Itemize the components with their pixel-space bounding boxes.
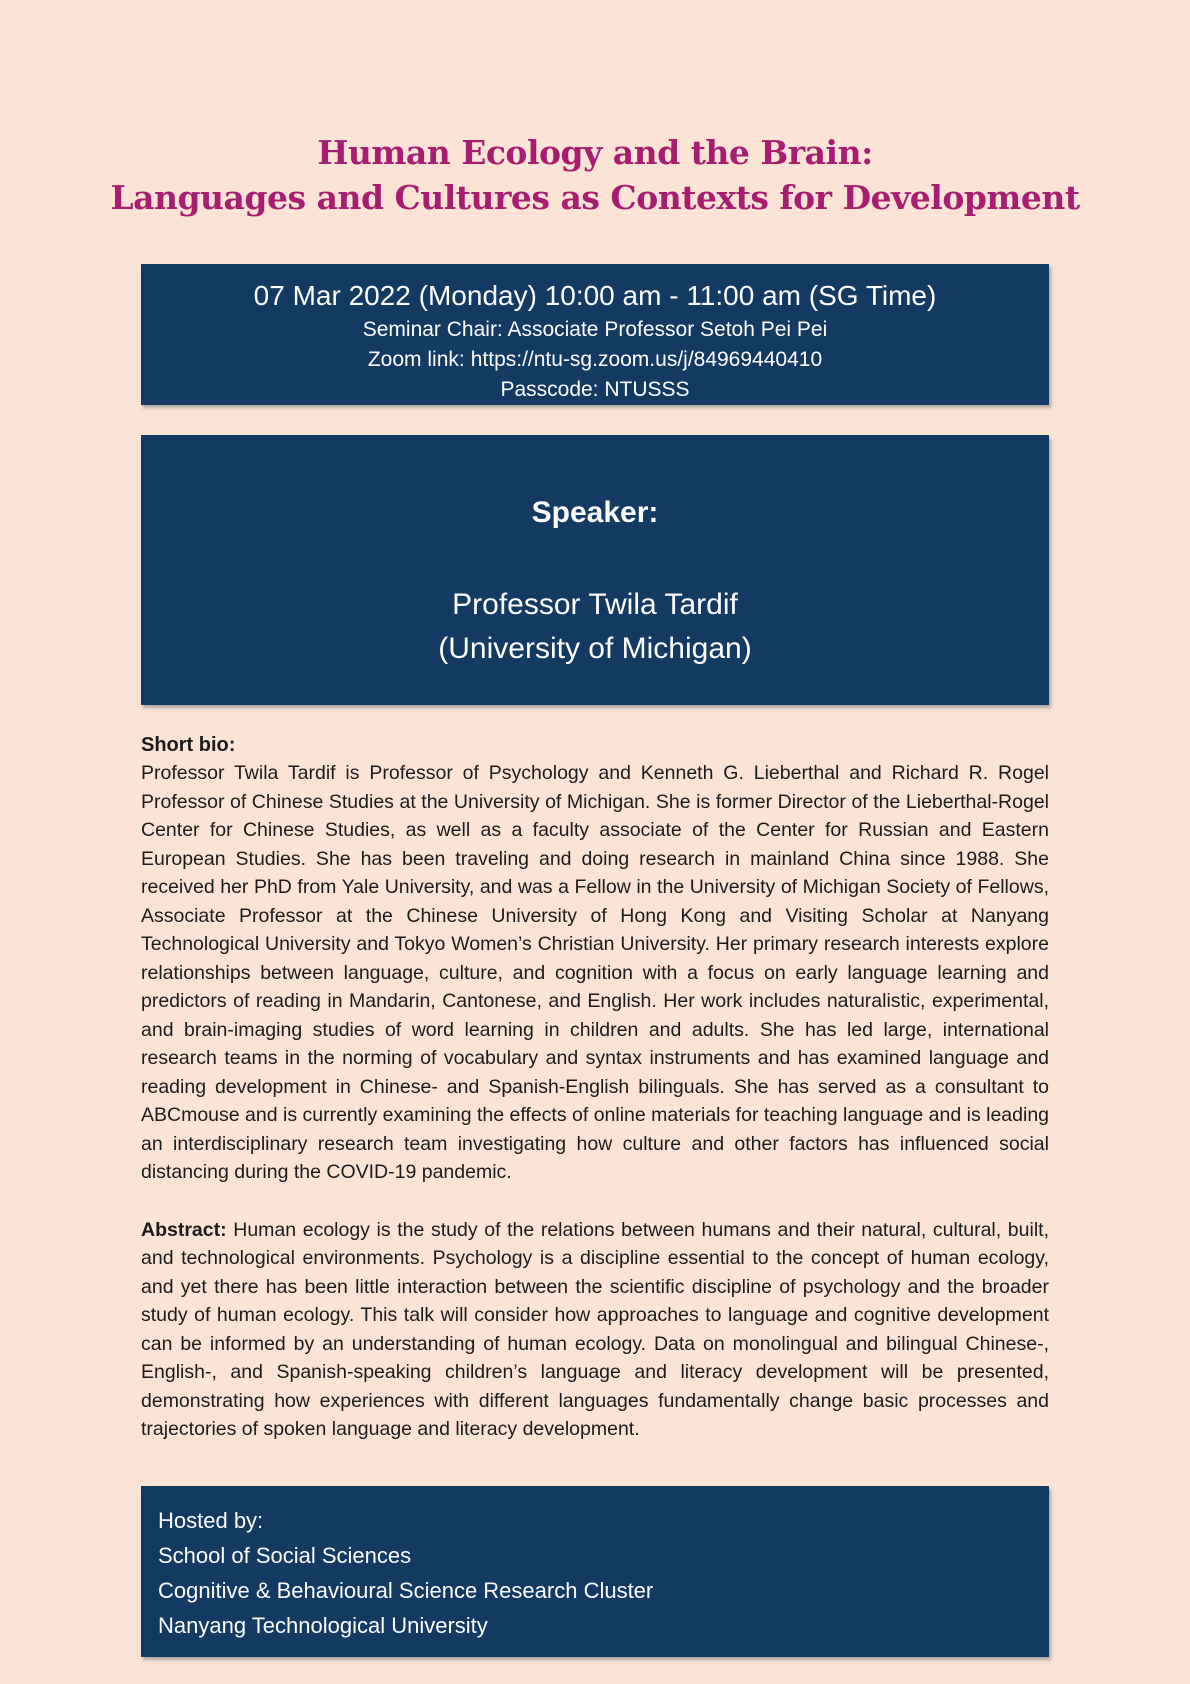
- university-line: Nanyang Technological University: [158, 1612, 488, 1638]
- seminar-chair: Seminar Chair: Associate Professor Setoh Pei Pei: [362, 318, 828, 341]
- school-line: School of Social Sciences: [158, 1542, 412, 1568]
- page-title: [0, 130, 1190, 220]
- speaker-affiliation: (University of Michigan): [438, 632, 752, 665]
- event-datetime: 07 Mar 2022 (Monday) 10:00 am - 11:00 am (SG Time): [253, 280, 937, 311]
- abstract-label: Abstract:: [141, 1218, 227, 1241]
- short-bio-label: Short bio:: [141, 734, 236, 756]
- hosted-by-box: [141, 1486, 1049, 1657]
- speaker-name: Professor Twila Tardif: [452, 588, 738, 621]
- cluster-line: Cognitive & Behavioural Science Research Cluster: [158, 1577, 654, 1603]
- short-bio-text: Professor Twila Tardif is Professor of Psychology and Kenneth G. Lieberthal and Richard R. Rogel Professor of Chinese Studies at the University of Michigan. She is former Director of the Lieberthal-Rogel Center for Chinese Studies, as well as a faculty associate of the Center for Russian and Eastern European Studies. She has been traveling and doing research in mainland China since 1988. She received her PhD from Yale University, and was a Fellow in the University of Michigan Society of Fellows, Associate Professor at the Chinese University of Hong Kong and Visiting Scholar at Nanyang Technological University and Tokyo Women’s Christian University. Her primary research interests explore relationships between language, culture, and cognition with a focus on early language learning and predictors of reading in Mandarin, Cantonese, and English. Her work includes naturalistic, experimental, and brain-imaging studies of word learning in children and adults. She has led large, international research teams in the norming of vocabulary and syntax instruments and has examined language and reading development in Chinese- and Spanish-English bilinguals. She has served as a consultant to ABCmouse and is currently examining the effects of online materials for teaching language and is leading an interdisciplinary research team investigating how culture and other factors has influenced social distancing during the COVID-19 pandemic.: [141, 762, 1050, 1183]
- zoom-link-label: Zoom link:: [367, 348, 465, 371]
- zoom-link-row: [141, 345, 1049, 375]
- abstract-text: Human ecology is the study of the relations between humans and their natural, cultural, built, and technological environments. Psychology is a discipline essential to the concept of human ecology, and yet there has been little interaction between the scientific discipline of psychology and the broader study of human ecology. This talk will consider how approaches to language and cognitive development can be informed by an understanding of human ecology. Data on monolingual and bilingual Chinese-, English-, and Spanish-speaking children’s language and literacy development will be presented, demonstrating how experiences with different languages fundamentally change basic processes and trajectories of spoken language and literacy development.: [141, 1218, 1049, 1440]
- passcode: Passcode: NTUSSS: [500, 378, 690, 401]
- event-info-banner: [141, 264, 1049, 405]
- speaker-box: [141, 435, 1049, 705]
- hosted-by-line: Hosted by:: [158, 1507, 264, 1533]
- zoom-link-url[interactable]: https://ntu-sg.zoom.us/j/84969440410: [470, 348, 823, 371]
- speaker-heading: Speaker:: [531, 496, 659, 529]
- title-line-1: Human Ecology and the Brain:: [317, 133, 873, 172]
- abstract-paragraph: [141, 1216, 1049, 1444]
- title-line-2: Languages and Cultures as Contexts for Development: [110, 178, 1080, 217]
